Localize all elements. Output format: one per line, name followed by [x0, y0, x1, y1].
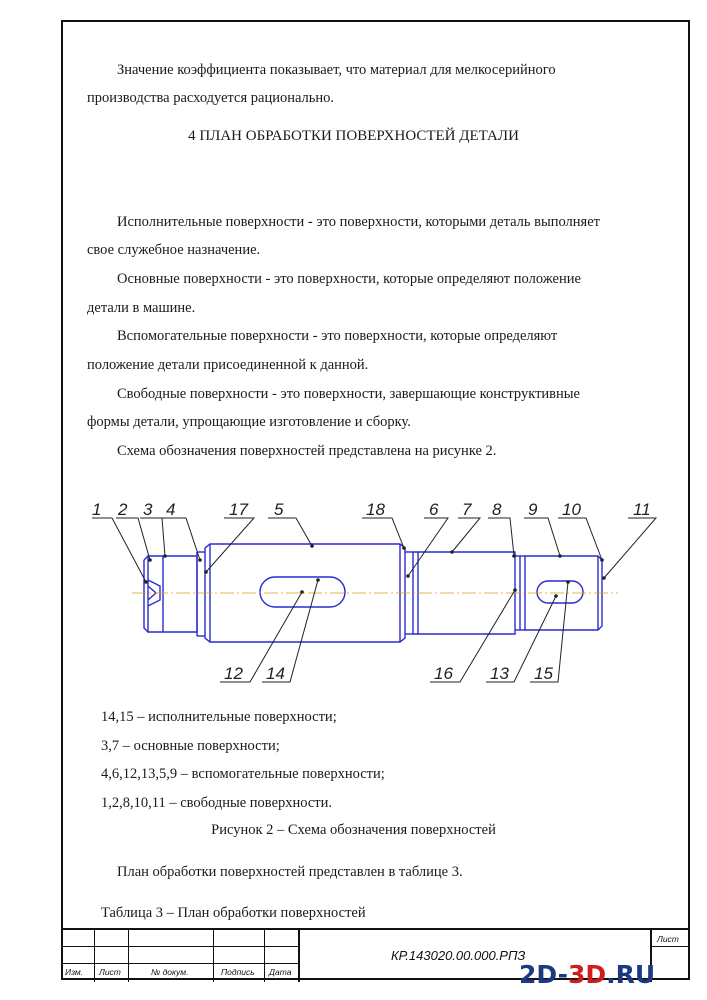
paragraph-1-line-2: производства расходуется рационально. [87, 90, 335, 106]
label-11: 11 [633, 500, 651, 519]
paragraph-5-line-1: Свободные поверхности - это поверхности, завершающие конструктивные [117, 386, 580, 402]
paragraph-3-line-2: детали в машине. [87, 300, 196, 316]
label-15: 15 [534, 664, 553, 683]
legend-item-2: 3,7 – основные поверхности; [101, 738, 280, 754]
paragraph-4-line-1: Вспомогательные поверхности - это поверхности, которые определяют [117, 328, 558, 344]
label-10: 10 [562, 500, 581, 519]
label-17: 17 [229, 500, 248, 519]
figure-caption: Рисунок 2 – Схема обозначения поверхностей [211, 822, 496, 838]
label-5: 5 [274, 500, 284, 519]
paragraph-3-line-1: Основные поверхности - это поверхности, которые определяют положение [117, 271, 581, 287]
paragraph-1-line-1: Значение коэффициента показывает, что материал для мелкосерийного [117, 62, 556, 78]
label-9: 9 [528, 500, 538, 519]
stamp-sheet-label: Лист [657, 934, 679, 944]
stamp-col-list: Лист [99, 967, 121, 977]
label-2: 2 [118, 500, 128, 519]
paragraph-4-line-2: положение детали присоединенной к данной. [87, 357, 369, 373]
label-6: 6 [429, 500, 439, 519]
table-title: Таблица 3 – План обработки поверхностей [101, 905, 366, 921]
watermark-part-3: .RU [606, 960, 656, 989]
stamp-col-izm: Изм. [65, 967, 84, 977]
label-12: 12 [224, 664, 243, 683]
paragraph-5-line-2: формы детали, упрощающие изготовление и сборку. [87, 414, 411, 430]
stamp-col-date: Дата [269, 967, 292, 977]
label-4: 4 [166, 500, 176, 519]
paragraph-2-line-1: Исполнительные поверхности - это поверхности, которыми деталь выполняет [117, 214, 600, 230]
legend-item-3: 4,6,12,13,5,9 – вспомогательные поверхности; [101, 766, 385, 782]
end-keyway [537, 581, 583, 603]
label-1: 1 [92, 500, 102, 519]
section-heading: 4 ПЛАН ОБРАБОТКИ ПОВЕРХНОСТЕЙ ДЕТАЛИ [188, 128, 519, 144]
label-3: 3 [143, 500, 153, 519]
paragraph-2-line-2: свое служебное назначение. [87, 242, 261, 258]
label-8: 8 [492, 500, 502, 519]
after-figure-text: План обработки поверхностей представлен в таблице 3. [117, 864, 463, 880]
label-18: 18 [366, 500, 385, 519]
legend-item-4: 1,2,8,10,11 – свободные поверхности. [101, 795, 333, 811]
watermark-logo [519, 960, 655, 989]
stamp-col-sign: Подпись [221, 967, 255, 977]
paragraph-6: Схема обозначения поверхностей представлена на рисунке 2. [117, 443, 497, 459]
watermark-part-2: 3D [568, 960, 607, 989]
label-13: 13 [490, 664, 509, 683]
watermark-part-1: 2D- [519, 960, 568, 989]
legend-item-1: 14,15 – исполнительные поверхности; [101, 709, 337, 725]
stamp-col-doc: № докум. [151, 967, 189, 977]
document-code: КР.143020.00.000.РПЗ [391, 948, 526, 963]
label-7: 7 [462, 500, 472, 519]
label-16: 16 [434, 664, 453, 683]
label-14: 14 [266, 664, 285, 683]
